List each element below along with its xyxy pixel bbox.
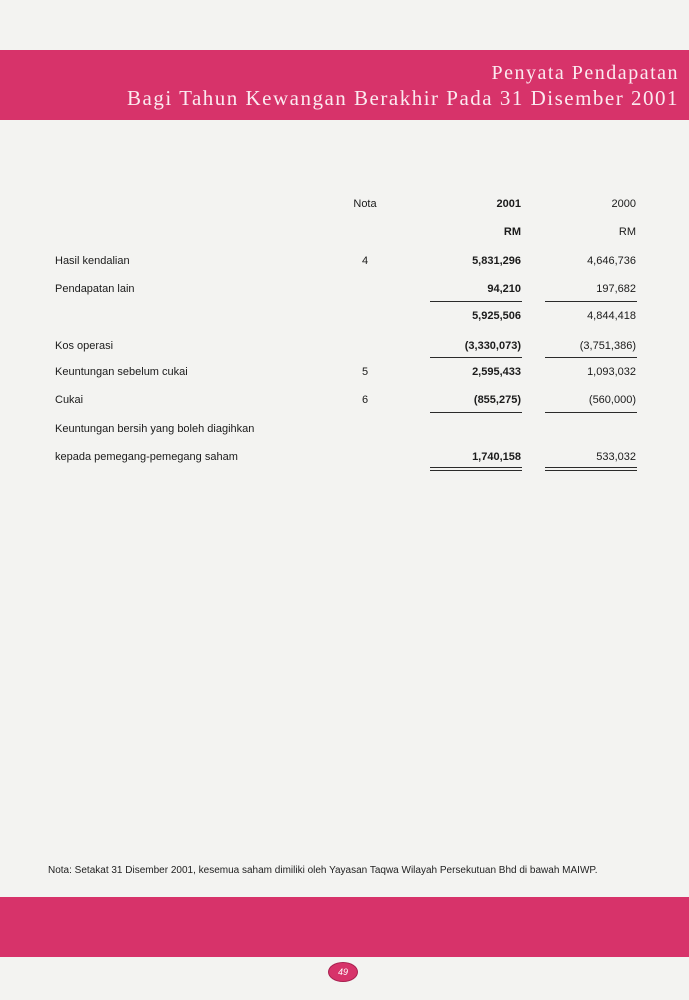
row-nota: 6	[361, 394, 369, 406]
total-double-rule	[430, 470, 522, 471]
row-label: Keuntungan bersih yang boleh diagihkan	[55, 423, 255, 435]
unit-2001: RM	[503, 226, 521, 238]
column-header-nota: Nota	[353, 198, 377, 210]
row-label: Hasil kendalian	[55, 255, 130, 267]
subtotal-rule	[545, 301, 637, 302]
subtotal-rule	[430, 412, 522, 413]
row-label: Pendapatan lain	[55, 283, 135, 295]
row-value-2000: (3,751,386)	[579, 340, 636, 352]
row-value-2001: 1,740,158	[472, 451, 521, 463]
row-value-2001: 5,925,506	[472, 310, 521, 322]
column-header-2000: 2000	[611, 198, 636, 210]
unit-2000: RM	[618, 226, 636, 238]
row-value-2001: 5,831,296	[472, 255, 521, 267]
statement-subtitle: Bagi Tahun Kewangan Berakhir Pada 31 Disember 2001	[127, 86, 679, 110]
subtotal-rule	[430, 357, 522, 358]
row-label: Keuntungan sebelum cukai	[55, 366, 188, 378]
row-value-2000: 1,093,032	[587, 366, 636, 378]
statement-title: Penyata Pendapatan	[491, 62, 679, 84]
subtotal-rule	[545, 412, 637, 413]
row-value-2000: 4,646,736	[587, 255, 636, 267]
row-nota: 5	[361, 366, 369, 378]
row-value-2000: 533,032	[596, 451, 636, 463]
row-value-2000: 197,682	[596, 283, 636, 295]
row-value-2000: 4,844,418	[587, 310, 636, 322]
row-nota: 4	[361, 255, 369, 267]
total-double-rule	[545, 470, 637, 471]
footnote: Nota: Setakat 31 Disember 2001, kesemua saham dimiliki oleh Yayasan Taqwa Wilayah Persekutuan Bhd di bawah MAIWP.	[48, 865, 598, 876]
subtotal-rule	[430, 301, 522, 302]
page-number: 49	[328, 962, 358, 982]
row-value-2001: (3,330,073)	[464, 340, 521, 352]
row-label: kepada pemegang-pemegang saham	[55, 451, 238, 463]
row-label: Cukai	[55, 394, 84, 406]
subtotal-rule	[545, 357, 637, 358]
row-label: Kos operasi	[55, 340, 114, 352]
footer-band	[0, 897, 689, 957]
row-value-2001: (855,275)	[473, 394, 521, 406]
total-double-rule	[430, 467, 522, 468]
row-value-2001: 94,210	[487, 283, 521, 295]
column-header-2001: 2001	[496, 198, 521, 210]
row-value-2000: (560,000)	[588, 394, 636, 406]
total-double-rule	[545, 467, 637, 468]
row-value-2001: 2,595,433	[472, 366, 521, 378]
